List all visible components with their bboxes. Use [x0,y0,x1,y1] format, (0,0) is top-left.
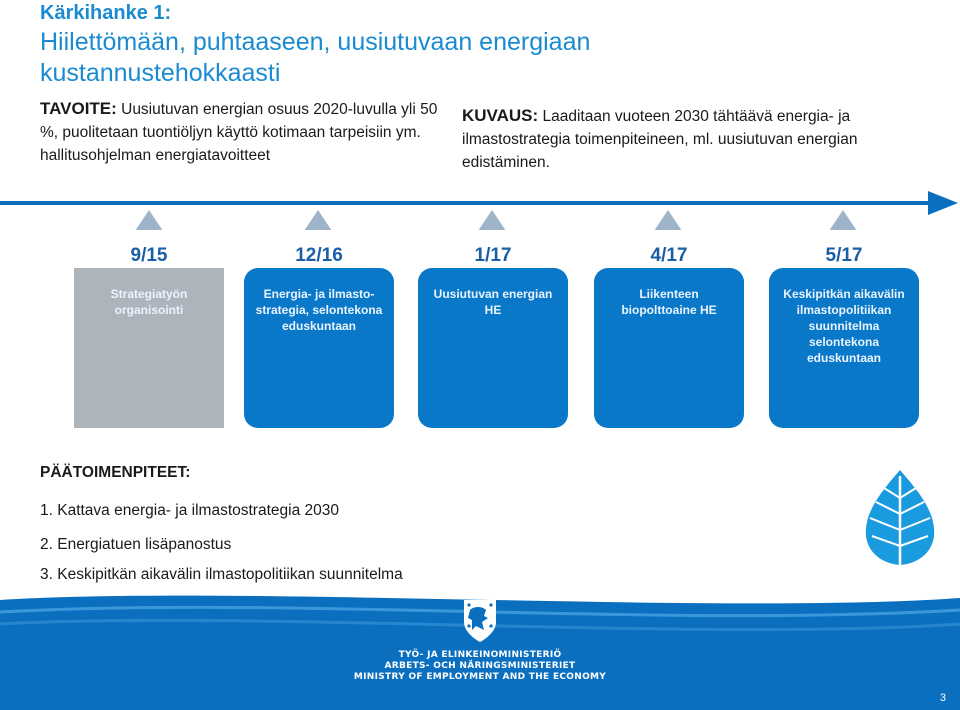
slide-title: Hiilettömään, puhtaaseen, uusiutuvaan energiaan kustannustehokkaasti [40,28,591,87]
goal-lead: TAVOITE: [40,99,117,118]
coat-of-arms-icon [460,596,500,644]
milestone-card: Liikenteen biopolttoaine HE [594,268,744,428]
ministry-name-sv: ARBETS- OCH NÄRINGSMINISTERIET [384,661,576,671]
leaf-icon [860,468,940,574]
page-number: 3 [939,692,946,704]
milestone-card: Uusiutuvan energian HE [418,268,568,428]
milestone-date: 5/17 [825,245,863,266]
milestone-date: 1/17 [474,245,512,266]
action-item: 3. Keskipitkän aikavälin ilmastopolitiikan suunnitelma [40,566,403,583]
action-item: 2. Energiatuen lisäpanostus [40,536,232,553]
milestone-card: Keskipitkän aikavälin ilmastopolitiikan suunnitelma selontekona eduskuntaan [769,268,919,428]
timeline-marker-3 [478,210,506,230]
actions-heading: PÄÄTOIMENPITEET: [40,464,191,481]
description-lead: KUVAUS: [462,106,539,125]
timeline-marker-5 [829,210,857,230]
milestone-date: 12/16 [295,245,343,266]
description-text [462,104,882,174]
timeline-marker-4 [654,210,682,230]
milestone-date: 4/17 [650,245,688,266]
timeline-marker-1 [135,210,163,230]
footer-band [0,590,960,710]
milestone-date: 9/15 [130,245,168,266]
goal-text [40,97,440,167]
milestone-card: Energia- ja ilmasto- strategia, selontekona eduskuntaan [244,268,394,428]
timeline-marker-2 [304,210,332,230]
goal-body: Uusiutuvan energian osuus 2020-luvulla yli 50 %, puolitetaan tuontiöljyn käyttö kotimaan tarpeisiin ym. hallitusohjelman energiatavoitteet [40,101,438,164]
slide-title-label: Kärkihanke 1: [40,2,172,24]
description-body: Laaditaan vuoteen 2030 tähtäävä energia- ja ilmastostrategia toimenpiteineen, ml. uusiutuvan energian edistäminen. [462,108,858,171]
milestone-card: Strategiatyön organisointi [74,268,224,428]
timeline-arrow [0,190,960,230]
action-item: 1. Kattava energia- ja ilmastostrategia 2030 [40,502,339,519]
ministry-name-fi: TYÖ- JA ELINKEINOMINISTERIÖ [398,650,562,660]
ministry-name-en: MINISTRY OF EMPLOYMENT AND THE ECONOMY [353,672,607,682]
